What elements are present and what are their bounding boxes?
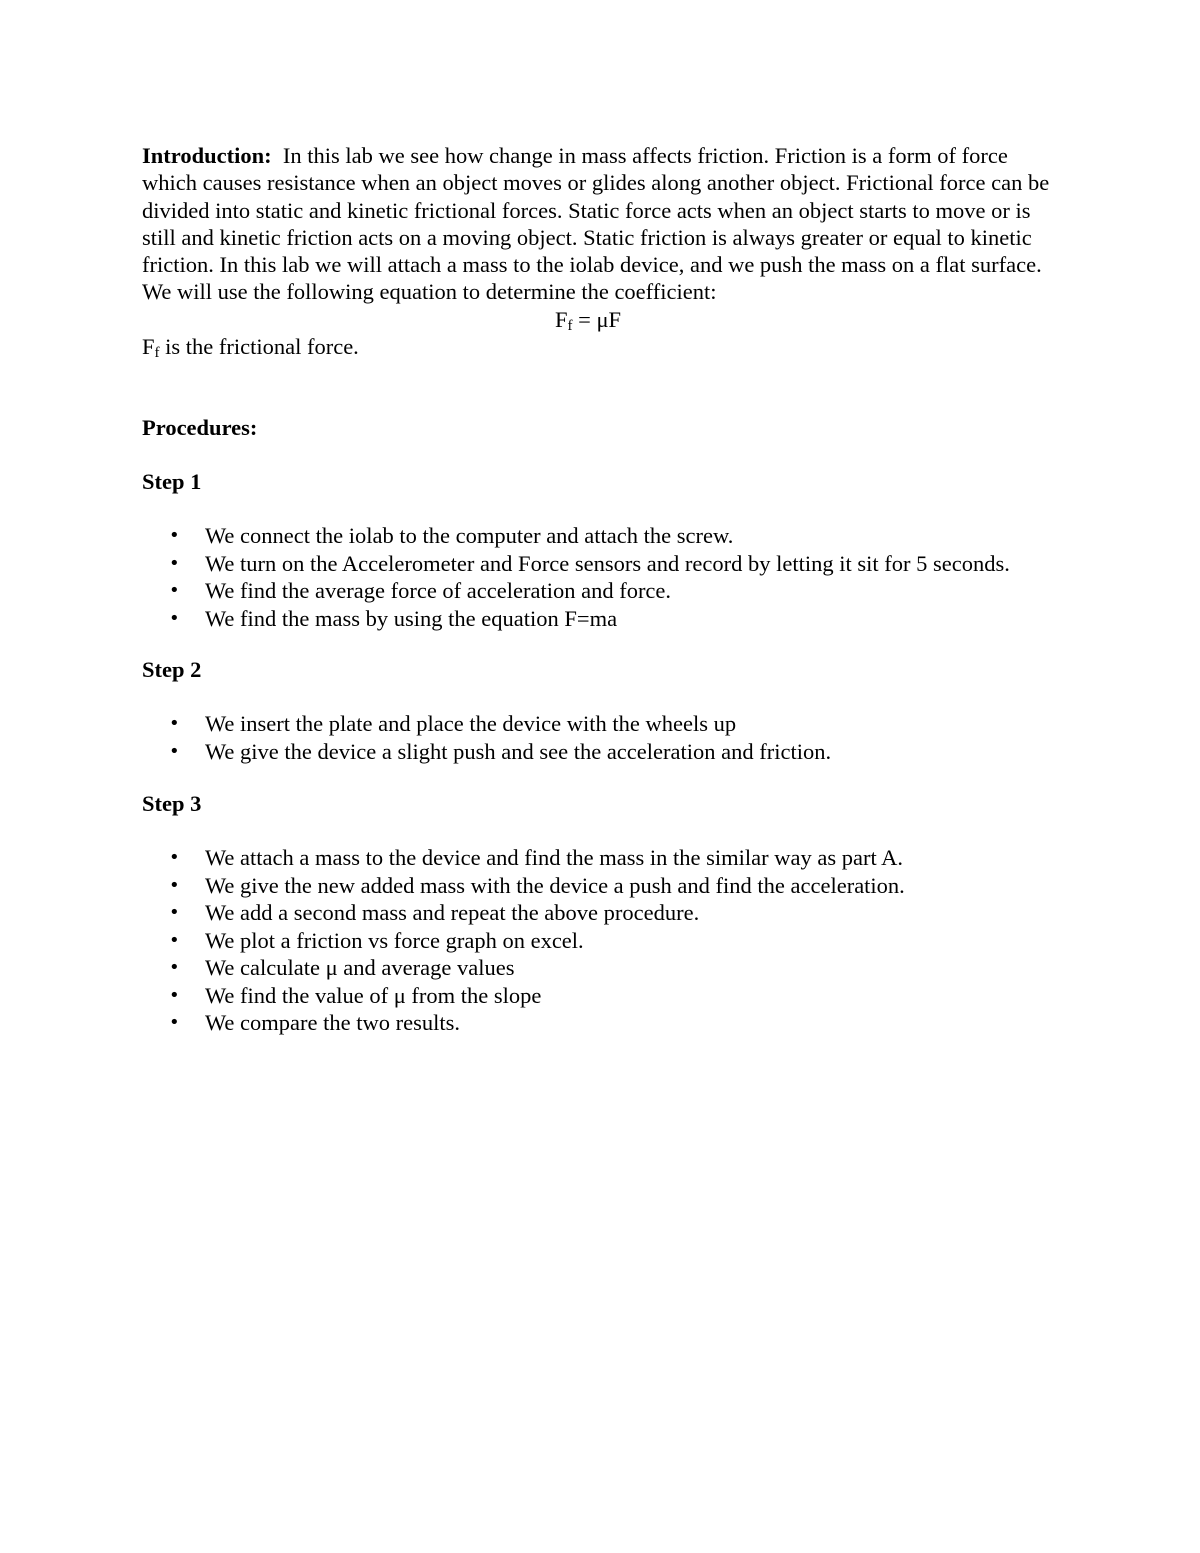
list-item-text: We calculate μ and average values bbox=[205, 955, 515, 981]
bullet-icon: • bbox=[169, 847, 180, 869]
list-item-text: We connect the iolab to the computer and attach the screw. bbox=[205, 523, 734, 549]
list-item bbox=[142, 927, 1062, 955]
list-item-text: We turn on the Accelerometer and Force sensors and record by letting it sit for 5 seconds. bbox=[205, 550, 1010, 576]
introduction-paragraph bbox=[142, 142, 1062, 306]
list-item-text: We find the average force of acceleration and force. bbox=[205, 578, 672, 604]
equation-rhs: = μF bbox=[578, 306, 622, 332]
list-item bbox=[142, 844, 1062, 872]
list-item bbox=[142, 522, 1062, 550]
list-item bbox=[142, 872, 1062, 900]
list-item-text: We give the new added mass with the device a push and find the acceleration. bbox=[205, 872, 905, 898]
list-item-text: We add a second mass and repeat the above procedure. bbox=[205, 900, 700, 926]
list-item-text: We give the device a slight push and see the acceleration and friction. bbox=[205, 738, 832, 764]
list-item bbox=[142, 954, 1062, 982]
list-item-text: We compare the two results. bbox=[205, 1010, 460, 1036]
equation-lhs-subscript: f bbox=[567, 317, 573, 334]
equation-lhs: F bbox=[554, 306, 568, 332]
bullet-icon: • bbox=[169, 1012, 180, 1034]
bullet-icon: • bbox=[169, 740, 180, 762]
list-item-text: We attach a mass to the device and find the mass in the similar way as part A. bbox=[205, 845, 903, 871]
ff-definition bbox=[142, 333, 1062, 360]
procedures-heading: Procedures: bbox=[142, 415, 258, 441]
bullet-icon: • bbox=[169, 902, 180, 924]
list-item bbox=[142, 738, 1062, 766]
introduction-text: In this lab we see how change in mass affects friction. Friction is a form of force which causes resistance when an object moves or glides along another object. Frictional force can be divided into static and kinetic frictional forces. Static force acts when an object starts to move or is still and kinetic friction acts on a moving object. Static friction is always greater or equal to kinetic friction. In this lab we will attach a mass to the iolab device, and we push the mass on a flat surface. We will use the following equation to determine the coefficient: bbox=[142, 143, 1050, 305]
bullet-icon: • bbox=[169, 984, 180, 1006]
bullet-icon: • bbox=[169, 874, 180, 896]
list-item-text: We plot a friction vs force graph on excel. bbox=[205, 927, 584, 953]
list-item bbox=[142, 550, 1062, 578]
list-item bbox=[142, 710, 1062, 738]
list-item-text: We insert the plate and place the device with the wheels up bbox=[205, 711, 737, 737]
list-item-text: We find the value of μ from the slope bbox=[205, 982, 542, 1008]
ff-symbol-subscript: f bbox=[154, 345, 160, 362]
bullet-icon: • bbox=[169, 552, 180, 574]
list-item bbox=[142, 1009, 1062, 1037]
bullet-icon: • bbox=[169, 713, 180, 735]
step-2-heading: Step 2 bbox=[142, 657, 202, 683]
bullet-icon: • bbox=[169, 525, 180, 547]
bullet-icon: • bbox=[169, 580, 180, 602]
friction-equation bbox=[142, 306, 1062, 333]
document-page bbox=[142, 142, 1062, 1037]
bullet-icon: • bbox=[169, 957, 180, 979]
step-1-heading: Step 1 bbox=[142, 469, 202, 495]
list-item-text: We find the mass by using the equation F=ma bbox=[205, 605, 618, 631]
list-item bbox=[142, 899, 1062, 927]
step-2-list bbox=[142, 710, 1062, 765]
ff-definition-text: is the frictional force. bbox=[165, 334, 359, 360]
step-3-heading: Step 3 bbox=[142, 791, 202, 817]
introduction-label: Introduction: bbox=[142, 143, 272, 168]
list-item bbox=[142, 605, 1062, 633]
list-item bbox=[142, 577, 1062, 605]
list-item bbox=[142, 982, 1062, 1010]
step-1-list bbox=[142, 522, 1062, 632]
bullet-icon: • bbox=[169, 929, 180, 951]
bullet-icon: • bbox=[169, 607, 180, 629]
step-3-list bbox=[142, 844, 1062, 1037]
ff-symbol: F bbox=[142, 334, 155, 360]
